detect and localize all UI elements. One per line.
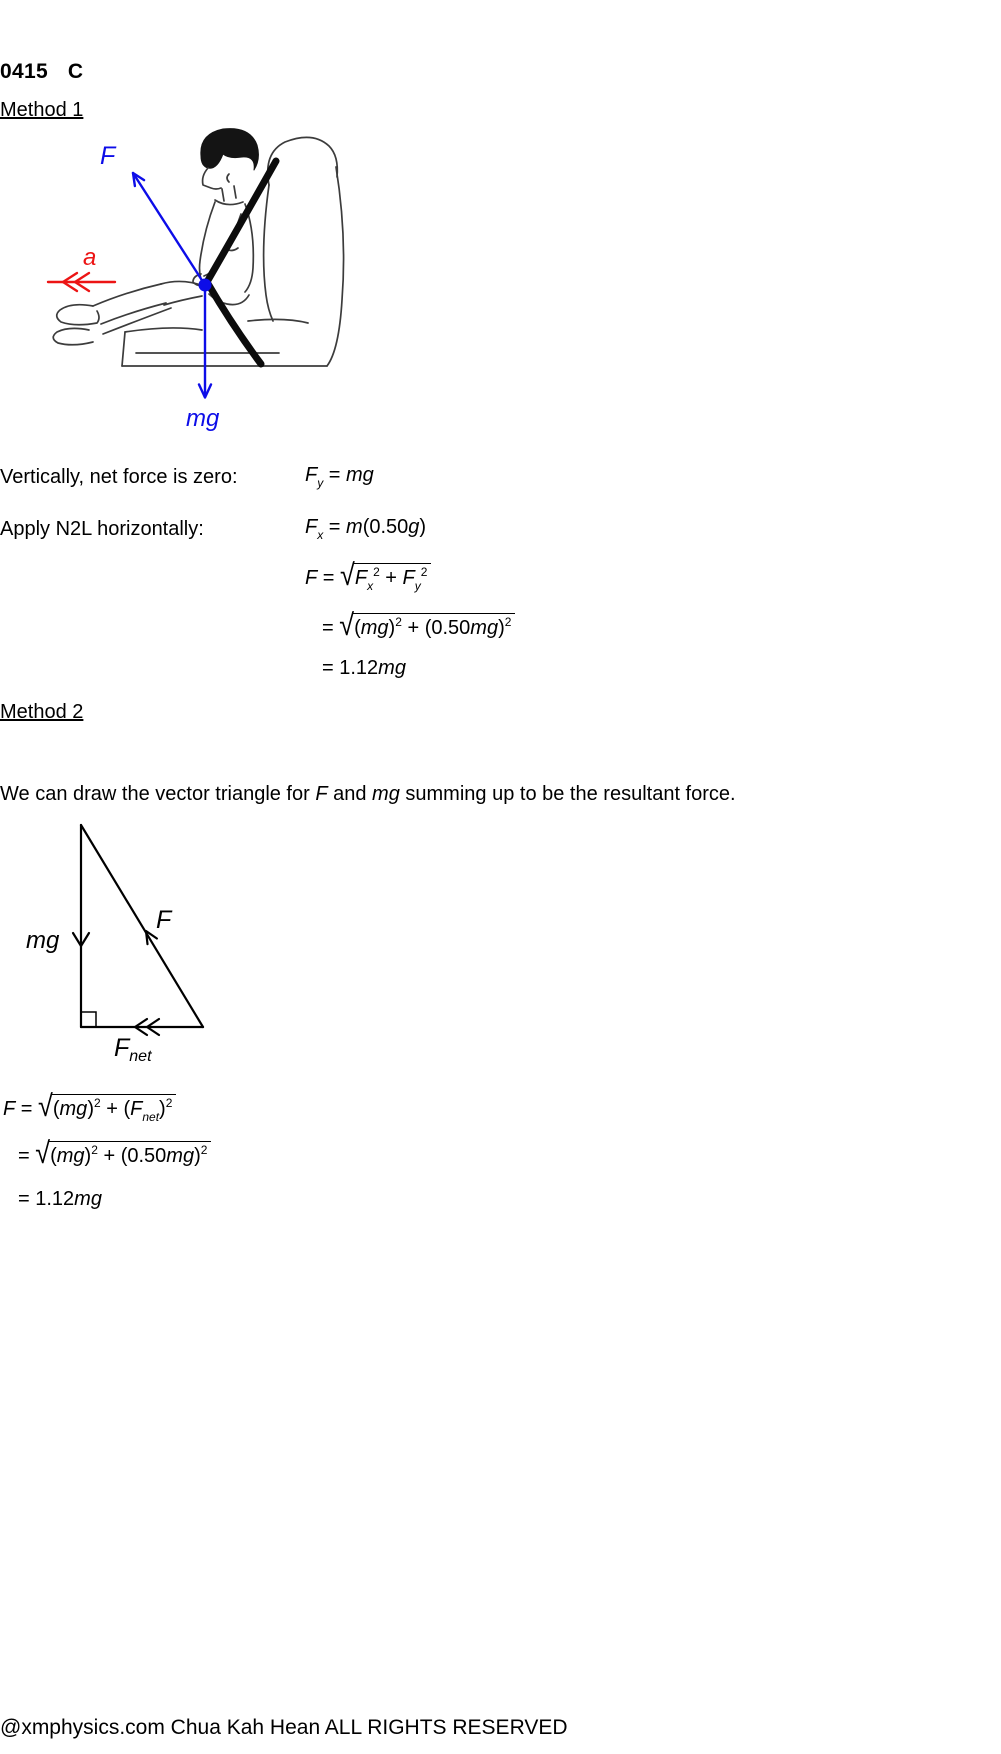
acceleration-label: a bbox=[83, 244, 97, 271]
car-seat-sketch bbox=[53, 129, 343, 366]
vector-triangle-figure bbox=[10, 815, 260, 1070]
answer-letter: C bbox=[67, 60, 84, 83]
force-label: F bbox=[100, 142, 116, 170]
acceleration-arrow bbox=[48, 244, 115, 291]
equation-m2-root-values: = √ $(mg)^2 + (0.50mg)^2$ bbox=[18, 1138, 211, 1169]
equation-fx: $F_x = m(0.50g)$ bbox=[305, 516, 427, 542]
method2-intro: We can draw the vector triangle for F and mg summing up to be the resultant force. bbox=[0, 783, 736, 805]
right-angle-mark bbox=[81, 1012, 96, 1027]
equation-m2-root-fnet: F = √ $(mg)^2 + (F_{net})^2$ bbox=[3, 1091, 176, 1124]
equation-f-result: = 1.12mg bbox=[322, 657, 406, 679]
weight-label: mg bbox=[186, 405, 220, 432]
equation-f-root-components: F = √ $F_x^2 + F_y^2$ bbox=[305, 560, 431, 593]
horizontal-statement: Apply N2L horizontally: bbox=[0, 518, 204, 540]
triangle-force-label: F bbox=[156, 906, 172, 934]
force-arrow bbox=[100, 142, 205, 285]
copyright-footer: @xmphysics.com Chua Kah Hean ALL RIGHTS RESERVED bbox=[0, 1716, 568, 1739]
question-title bbox=[0, 60, 83, 84]
centre-of-gravity-dot bbox=[199, 279, 212, 292]
seatbelt bbox=[207, 161, 276, 364]
method2-heading: Method 2 bbox=[0, 701, 84, 723]
triangle-weight-label: mg bbox=[26, 927, 60, 954]
equation-f-root-values: = √ $(mg)^2 + (0.50mg)^2$ bbox=[322, 610, 515, 641]
equation-m2-result: = 1.12mg bbox=[18, 1188, 102, 1210]
weight-arrow bbox=[186, 285, 220, 432]
car-seat-figure bbox=[30, 125, 380, 440]
method1-heading: Method 1 bbox=[0, 99, 84, 121]
equation-fy: $F_y$ = mg bbox=[305, 464, 374, 490]
question-code: 0415 bbox=[0, 60, 48, 83]
triangle-fnet-label: $F_{net}$ bbox=[114, 1034, 152, 1065]
vertical-statement: Vertically, net force is zero: bbox=[0, 466, 238, 488]
